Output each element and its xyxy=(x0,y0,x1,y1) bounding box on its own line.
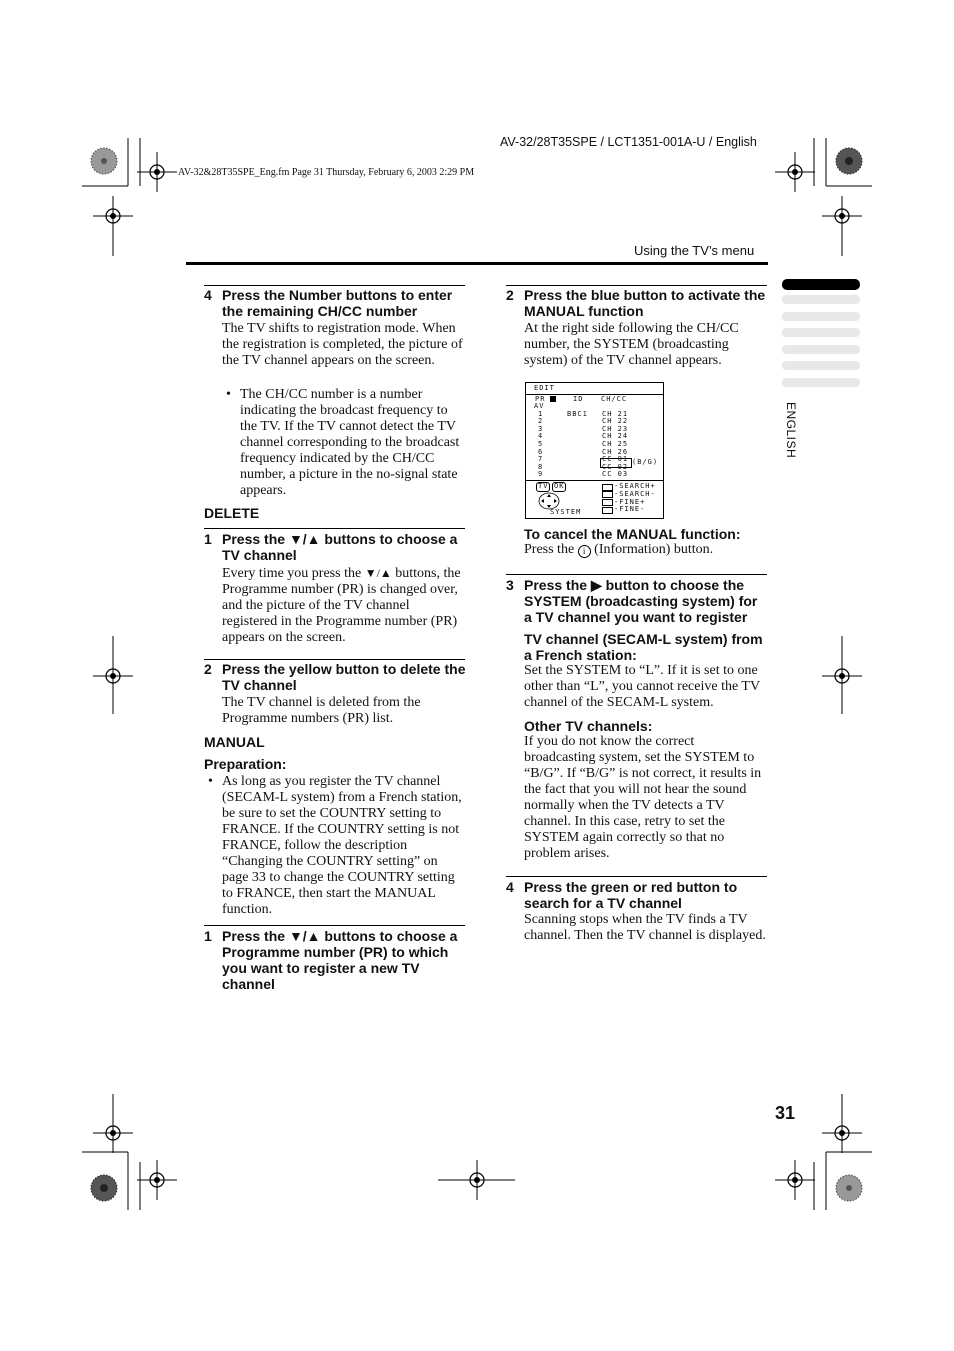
rule xyxy=(204,285,465,286)
secam-body: Set the SYSTEM to “L”. If it is set to one other than “L”, you cannot receive the TV channel of the SECAM-L system. xyxy=(524,663,760,710)
color-key-icon xyxy=(602,499,613,506)
delete-step-1-body: Every time you press the ▼/▲ buttons, the Programme number (PR) is changed over, and the picture of the TV channel registered in the Programme number (PR) appears on the screen. xyxy=(222,566,461,645)
rule xyxy=(204,659,465,660)
rule xyxy=(506,876,767,877)
manual-step-2-body: At the right side following the CH/CC number, the SYSTEM (broadcasting system) of the TV channel appears. xyxy=(524,321,739,368)
step-4-body: The TV shifts to registration mode. When the registration is completed, the picture of the TV channel appears on the screen. xyxy=(222,321,463,368)
osd-row-pr: 5 xyxy=(538,440,544,448)
side-tab xyxy=(782,328,860,337)
osd-row-pr: AV xyxy=(534,402,545,410)
side-tab xyxy=(782,312,860,321)
rule xyxy=(506,574,767,575)
osd-row-id: BBC1 xyxy=(567,409,588,418)
osd-legend-label: -SEARCH+ xyxy=(614,482,656,490)
side-tab xyxy=(782,295,860,304)
file-stamp: AV-32&28T35SPE_Eng.fm Page 31 Thursday, February 6, 2003 2:29 PM xyxy=(178,167,475,178)
delete-heading: DELETE xyxy=(204,505,260,521)
osd-system-value: (B/G) xyxy=(632,458,659,466)
other-body: If you do not know the correct broadcasting system, set the SYSTEM to “B/G”. If “B/G” is not correct, it results in the fact that you will not hear the sound normally when the TV detects a TV channel. In this case, retry to set the SYSTEM again correctly so that no problem arises. xyxy=(524,734,762,861)
osd-divider xyxy=(526,480,663,481)
side-tab xyxy=(782,361,860,370)
osd-tv-badge: TV xyxy=(538,482,549,490)
osd-legend-label: -SEARCH- xyxy=(614,489,656,498)
manual-step-2-title: 2 Press the blue button to activate the MANUAL function xyxy=(506,287,766,319)
step-4-bullet: • The CH/CC number is a number indicating the broadcast frequency to the TV. If the TV cannot detect the TV channel corresponding to the broadcast frequency indicated by the CH/CC number, a picture in the no-signal state appears. xyxy=(226,387,460,498)
secam-heading: TV channel (SECAM-L system) from a French station: xyxy=(524,631,763,663)
delete-step-2-body: The TV channel is deleted from the Programme numbers (PR) list. xyxy=(222,695,421,726)
delete-step-1-title: 1 Press the ▼/▲ buttons to choose a TV channel xyxy=(204,531,458,563)
osd-selected-row xyxy=(600,455,632,468)
osd-col-id: ID xyxy=(573,395,584,403)
manual-heading: MANUAL xyxy=(204,734,265,750)
osd-row-ch: CC 03 xyxy=(602,470,629,479)
osd-row-ch: CC 02 xyxy=(602,462,629,471)
cancel-body: Press the i (Information) button. xyxy=(524,542,714,557)
info-icon: i xyxy=(578,545,591,558)
side-language-label: ENGLISH xyxy=(784,402,798,459)
section-title: Using the TV’s menu xyxy=(634,243,755,258)
manual-step-4-body: Scanning stops when the TV finds a TV channel. Then the TV channel is displayed. xyxy=(524,912,766,943)
side-tab xyxy=(782,345,860,354)
manual-step-1-title: 1 Press the ▼/▲ buttons to choose a Programme number (PR) to which you want to register a new TV channel xyxy=(204,928,458,992)
delete-step-2-title: 2 Press the yellow button to delete the TV channel xyxy=(204,661,466,693)
side-tab-active xyxy=(782,279,860,290)
osd-row-ch: CH 25 xyxy=(602,440,629,448)
osd-row-ch: CH 22 xyxy=(602,417,629,426)
preparation-bullet: • As long as you register the TV channel (SECAM-L system) from a French station, be sure to set the COUNTRY setting to FRANCE. If the COUNTRY setting is not FRANCE, follow the description “Changing the COUNTRY setting” on page 33 to change the COUNTRY setting to FRANCE, then start the MANUAL function. xyxy=(208,774,462,917)
osd-row-pr: 9 xyxy=(538,470,544,479)
osd-title: EDIT xyxy=(534,384,555,392)
preparation-heading: Preparation: xyxy=(204,756,287,772)
rule xyxy=(204,925,465,926)
color-key-icon xyxy=(602,484,613,491)
osd-row-ch: CH 21 xyxy=(602,409,629,418)
cancel-heading: To cancel the MANUAL function: xyxy=(524,526,741,542)
osd-row-ch: CC 01 xyxy=(602,455,629,464)
osd-row-pr: 1 xyxy=(538,409,544,418)
header-rule xyxy=(186,262,768,265)
manual-step-4-title: 4 Press the green or red button to search for a TV channel xyxy=(506,879,738,911)
manual-step-3-title: 3 Press the ▶ button to choose the SYSTEM (broadcasting system) for a TV channel you want to register xyxy=(506,577,758,625)
osd-footer: SYSTEM xyxy=(550,508,582,516)
rule xyxy=(506,285,767,286)
osd-row-pr: 4 xyxy=(538,432,544,441)
color-key-icon xyxy=(602,491,613,498)
osd-row-pr: 8 xyxy=(538,462,544,471)
osd-row-ch: CH 23 xyxy=(602,424,629,433)
osd-row-pr: 3 xyxy=(538,424,544,433)
lock-icon xyxy=(550,396,556,402)
osd-row-ch: CH 26 xyxy=(602,447,629,456)
osd-legend-label: -FINE+ xyxy=(614,497,646,506)
page-number: 31 xyxy=(775,1103,796,1123)
color-key-icon xyxy=(602,507,613,514)
osd-col-pr: PR xyxy=(535,395,546,403)
osd-legend-label: -FINE- xyxy=(614,505,646,514)
osd-screen xyxy=(525,382,664,519)
osd-row-pr: 2 xyxy=(538,417,544,426)
osd-ok-badge: OK xyxy=(554,482,565,490)
osd-row-pr: 6 xyxy=(538,447,544,456)
doc-code: AV-32/28T35SPE / LCT1351-001A-U / English xyxy=(500,135,757,149)
other-heading: Other TV channels: xyxy=(524,718,653,734)
rule xyxy=(204,528,465,529)
step-4-title: 4 Press the Number buttons to enter the remaining CH/CC number xyxy=(204,287,453,319)
osd-row-pr: 7 xyxy=(538,455,544,464)
osd-row-ch: CH 24 xyxy=(602,432,629,441)
osd-title-bar xyxy=(526,394,663,395)
osd-col-chcc: CH/CC xyxy=(601,395,628,403)
side-tab xyxy=(782,378,860,387)
